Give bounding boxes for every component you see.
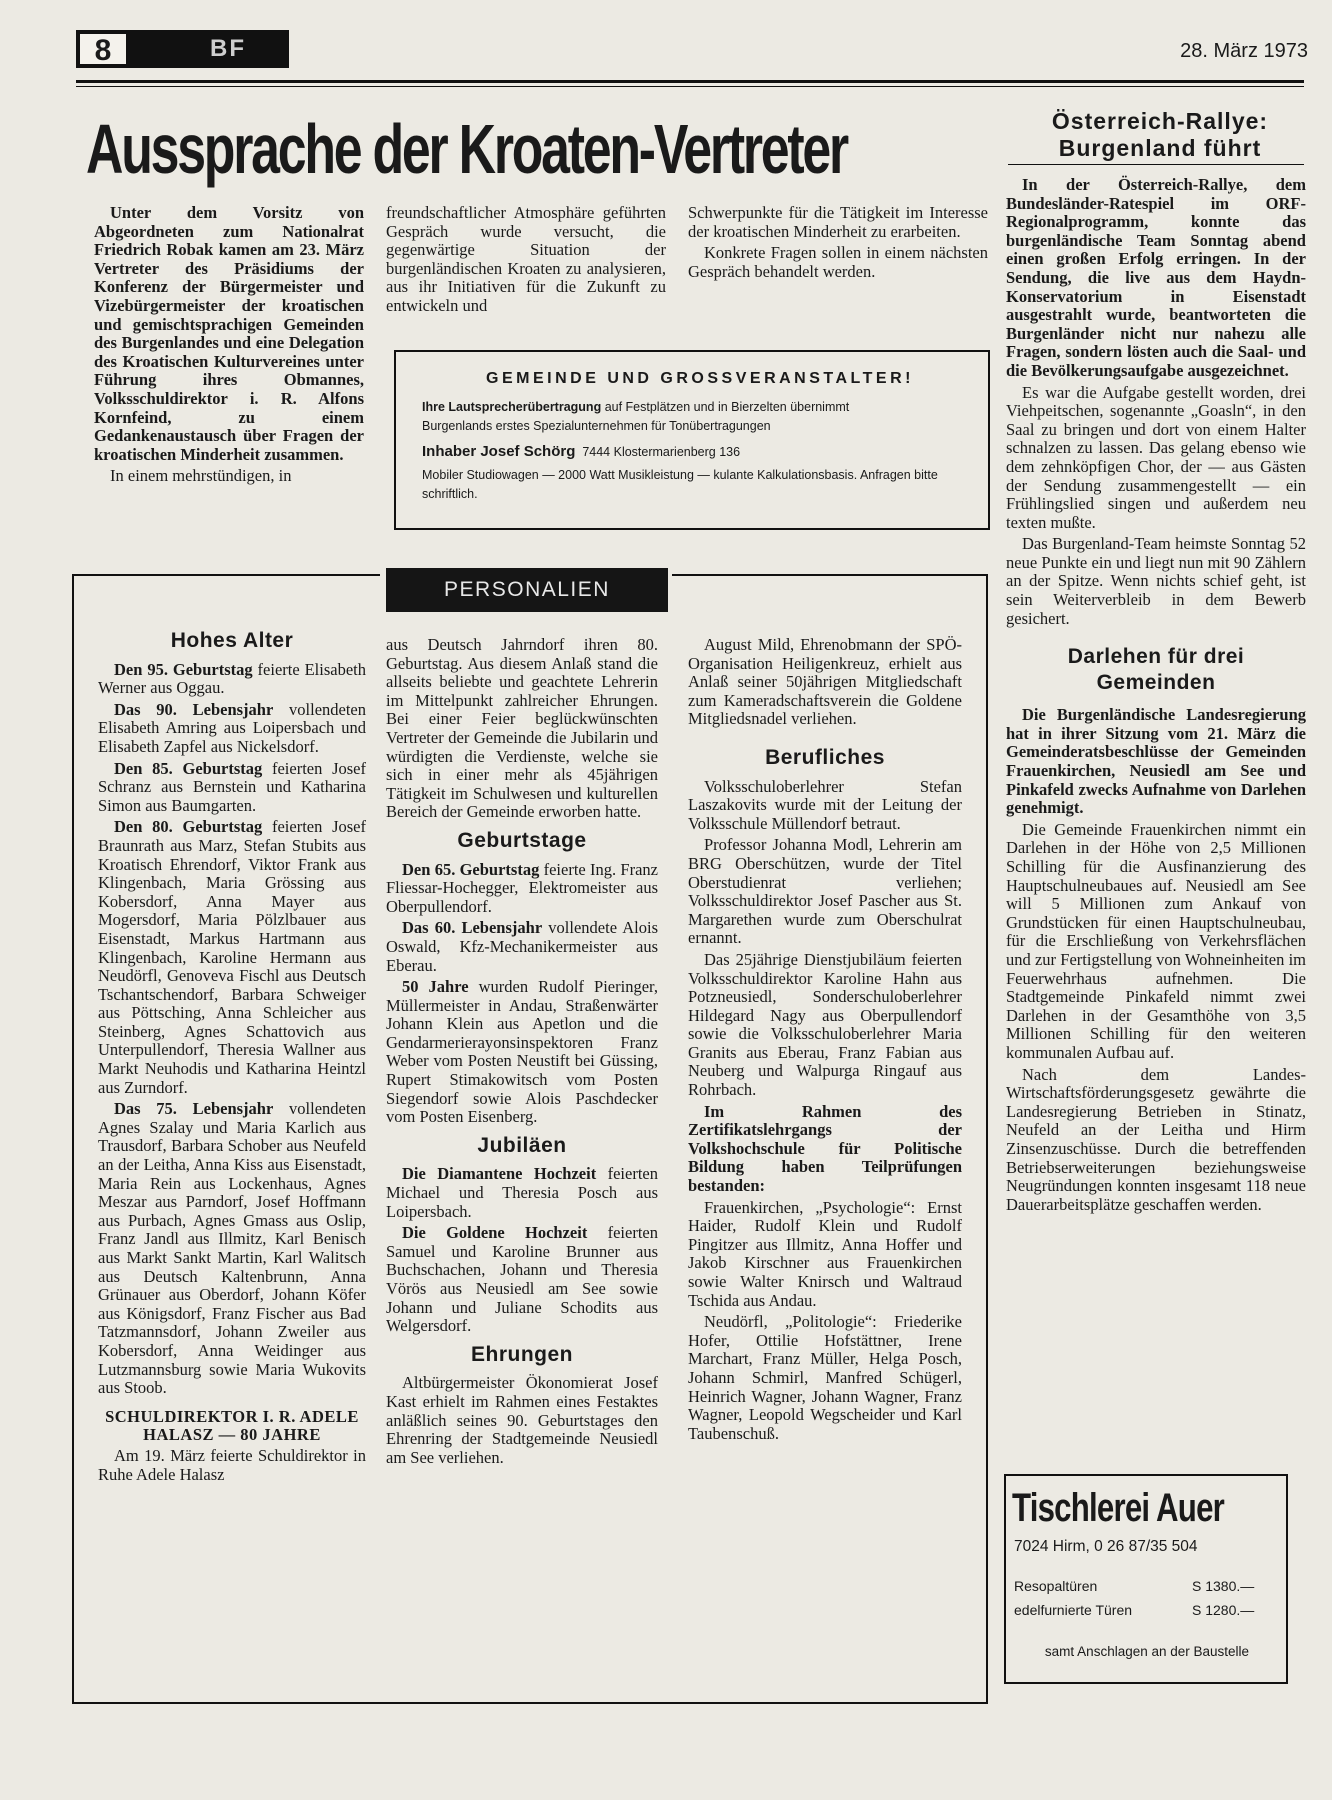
geburtstage-item-text: feierte Ing. Franz Fliessar-Hochegger, Elektromeister aus Oberpullendorf. [386, 859, 658, 916]
darlehen-title-line2: Gemeinden [1096, 671, 1216, 695]
ad-auer-footer: samt Anschlagen an der Baustelle [1044, 1644, 1250, 1659]
hohes-alter-item-bold: Den 80. Geburtstag [114, 817, 263, 837]
ad-auer-address: 7024 Hirm, 0 26 87/35 504 [1014, 1538, 1198, 1555]
geburtstage-title: Geburtstage [457, 828, 587, 852]
darlehen-title [1006, 644, 1306, 696]
hohes-alter-item-text: feierten Josef Braunrath aus Marz, Stefan Stubits aus Kroatisch Ehrendorf, Viktor Frank aus Klingenbach, Maria Grössing aus Kobersdorf, Anna Mayer aus Mogersdorf, Maria Pölzlbauer aus Eisenstadt, Markus Hartmann aus Klingenbach, Karoline Hermann aus Neudörfl, Genoveva Fischl aus Deutsch Tschantschendorf, Barbara Schweiger aus Pöttsching, Anna Schleicher aus Steinberg, Agnes Schattovich aus Unterpullendorf, Theresia Wallner aus Markt Neuhodis und Katharina Heintzl aus Zurndorf. [98, 817, 366, 1097]
top-rule [76, 80, 1304, 83]
hohes-alter-item-text: vollendeten Agnes Szalay und Maria Karlich aus Trausdorf, Barbara Schober aus Neufeld an der Leitha, Anna Kiss aus Eisenstadt, Maria Rein aus Lockenhaus, Agnes Meszar aus Parndorf, Josef Hoffmann aus Purbach, Agnes Gmass aus Oslip, Franz Jandl aus Illmitz, Karl Benisch aus Markt Sankt Martin, Karl Walitsch aus Deutsch Kaltenbrunn, Anna Grünauer aus Oberdorf, Johann Köfer aus Königsdorf, Franz Fischer aus Bad Tatzmannsdorf, Johann Zweiler aus Kobersdorf, Anna Weidinger aus Lutzmannsburg sowie Maria Wukovits aus Stoob. [98, 1099, 366, 1398]
article-lead: Unter dem Vorsitz von Abgeordneten zum Nationalrat Friedrich Robak kamen am 23. März Vertreter des Präsidiums der Konferenz der Bürgermeister und Vizebürgermeister der kroatischen und gemischtsprachigen Gemeinden des Burgenlandes und eine Delegation des Kroatischen Kulturvereines unter Führung ihres Obmannes, Volksschuldirektor i. R. Alfons Kornfeind, zu einem Gedankenaustausch über Fragen der kroatischen Minderheit zusammen. [94, 203, 364, 464]
ad-auer-prices [1014, 1574, 1280, 1622]
ad-auer-row2-price: S 1280.— [1192, 1602, 1255, 1618]
hohes-alter-item-bold: Den 95. Geburtstag [114, 659, 253, 679]
hohes-alter-item-text: feierte Elisabeth Werner aus Oggau. [98, 659, 366, 698]
ad-schoerg-text [422, 398, 982, 504]
geburtstage-item-text: wurden Rudolf Pieringer, Müllermeister in Andau, Straßenwärter Johann Klein aus Apetlon und die Gendarmerierayonsinspektoren Franz Weber vom Posten Neustift bei Güssing, Rupert Stimakowitsch vom Posten Siegendorf sowie Alois Paschdecker vom Posten Eisenberg. [386, 977, 658, 1127]
ehrungen-p1: Altbürgermeister Ökonomierat Josef Kast erhielt im Rahmen eines Festaktes anläßlich seines 90. Geburtstages den Ehrenring der Stadtgemeinde Neusiedl am See verliehen. [386, 1373, 658, 1467]
hohes-alter-item-bold: Das 75. Lebensjahr [114, 1099, 274, 1119]
main-headline: Aussprache der Kroaten-Vertreter [86, 110, 847, 188]
ad-schoerg-line1: auf Festplätzen und in Bierzelten übernimmt [604, 400, 850, 414]
personalien-label: PERSONALIEN [386, 568, 668, 612]
personalien-top-rule-left [72, 574, 380, 576]
rallye-title-line1: Österreich-Rallye: [1051, 108, 1269, 134]
darlehen-lead: Die Burgenländische Landesregierung hat in ihrer Sitzung vom 21. März die Gemeinderatsbeschlüsse der Gemeinden Frauenkirchen, Neusiedl am See und Pinkafeld zwecks Aufnahme von Darlehen genehmigt. [1006, 705, 1306, 818]
halasz-title: SCHULDIREKTOR I. R. ADELE HALASZ — 80 JAHRE [105, 1406, 359, 1445]
hohes-alter-item-bold: Den 85. Geburtstag [114, 758, 263, 778]
ad-auer-row1-label: Resopaltüren [1014, 1578, 1098, 1594]
ad-schoerg-line1-bold: Ihre Lautsprecherübertragung [422, 400, 602, 414]
ad-schoerg-line2: Burgenlands erstes Spezialunternehmen für Tonübertragungen [422, 419, 771, 433]
berufliches-title: Berufliches [765, 745, 885, 769]
ad-schoerg-address: 7444 Klostermarienberg 136 [582, 445, 741, 459]
hohes-alter-item-text: feierten Josef Schranz aus Bernstein und Katharina Simon aus Baumgarten. [98, 758, 366, 815]
hohes-alter-item-bold: Das 90. Lebensjahr [114, 699, 274, 719]
rallye-title-line2: Burgenland führt [1058, 135, 1262, 161]
ehrungen-title: Ehrungen [471, 1342, 573, 1366]
ad-auer-row2-label: edelfurnierte Türen [1014, 1602, 1133, 1618]
hohes-alter-title: Hohes Alter [170, 629, 294, 652]
page-number: 8 [78, 32, 128, 66]
ad-auer-title: Tischlerei Auer [1012, 1486, 1225, 1530]
ad-schoerg-line4: Mobiler Studiowagen — 2000 Watt Musikleistung — kulante Kalkulationsbasis. Anfragen bitte schriftlich. [422, 468, 938, 501]
personalien-column-3 [688, 636, 962, 1446]
article-column-2 [386, 204, 666, 319]
personalien-column-2 [386, 636, 658, 1470]
jubilaeen-item-bold: Die Goldene Hochzeit [402, 1223, 588, 1243]
berufliches-p2: Professor Johanna Modl, Lehrerin am BRG Oberschützen, wurde der Titel Oberstudienrat verliehen; Volksschuldirektor Josef Pascher aus St. Margarethen wurde zum Oberschulrat ernannt. [688, 835, 962, 948]
ad-schoerg-title: GEMEINDE UND GROSSVERANSTALTER! [486, 370, 914, 387]
geburtstage-item-bold: 50 Jahre [402, 977, 469, 997]
darlehen-p1: Die Gemeinde Frauenkirchen nimmt ein Darlehen in der Höhe von 2,5 Millionen Schilling für die Ausfinanzierung des Hauptschulneubaues auf. Neusiedl am See will 5 Millionen zum Ankauf von Grundstücken für einen Hauptschulneubau, für die Erschließung von Verkehrsflächen und zur Fertigstellung von Wohneinheiten im Feuerwehrhaus aufnehmen. Die Stadtgemeinde Pinkafeld nimmt zwei Darlehen in der Gesamthöhe von 3,5 Millionen Schilling für den weiteren kommunalen Aufbau auf. [1006, 819, 1306, 1062]
darlehen-p2: Nach dem Landes-Wirtschaftsförderungsgesetz gewährte die Landesregierung Betrieben in Stinatz, Neufeld an der Leitha und Hirm Zinsenzuschüsse. Durch die betreffenden Betriebserweiterungen beziehungsweise Neugründungen konnten insgesamt 118 neue Dauerarbeitsplätze geschaffen werden. [1006, 1064, 1306, 1214]
ad-schoerg-owner: Inhaber Josef Schörg [422, 443, 576, 460]
berufliches-p5: Frauenkirchen, „Psychologie“: Ernst Haider, Rudolf Klein und Rudolf Pingitzer aus Illmitz, Anna Hoffer und Jakob Kirschner aus Frauenkirchen sowie Walter Knirsch und Waltraud Tschida aus Andau. [688, 1197, 962, 1310]
article-column-1 [94, 204, 364, 489]
berufliches-p4: Im Rahmen des Zertifikatslehrgangs der Volkshochschule für Politische Bildung haben Teilprüfungen bestanden: [688, 1101, 962, 1196]
article-column-3 [688, 204, 988, 284]
rallye-p2: Das Burgenland-Team heimste Sonntag 52 neue Punkte ein und liegt nun mit 90 Zählern an der Spitze. Wenn nichts schief geht, ist sein Weiterverbleib in dem Bewerb gesichert. [1006, 534, 1306, 628]
berufliches-p6: Neudörfl, „Politologie“: Friederike Hofer, Ottilie Hofstättner, Irene Marchart, Franz Müller, Helga Posch, Johann Schmirl, Manfred Schügerl, Heinrich Wagner, Johann Wagner, Franz Wagner, Leopold Wegscheider und Karl Taubenschuß. [688, 1312, 962, 1443]
section-tag: BF [210, 35, 246, 62]
top-rule-thin [76, 86, 1304, 87]
jubilaeen-item-text: feierten Michael und Theresia Posch aus Loipersbach. [386, 1164, 658, 1221]
personalien-top-rule-right [672, 574, 988, 576]
rallye-rule [1008, 164, 1304, 165]
personalien-column-1 [98, 628, 366, 1487]
halasz-p1: Am 19. März feierte Schuldirektor in Ruhe Adele Halasz [98, 1445, 366, 1484]
jubilaeen-item-text: feierten Samuel und Karoline Brunner aus Buchschachen, Johann und Theresia Vörös aus Neusiedl am See sowie Johann und Juliane Schodits aus Welgersdorf. [386, 1223, 658, 1336]
darlehen-title-line1: Darlehen für drei [1067, 645, 1245, 669]
jubilaeen-item-bold: Die Diamantene Hochzeit [402, 1164, 597, 1184]
jubilaeen-title: Jubiläen [477, 1133, 567, 1157]
geburtstage-item-bold: Den 65. Geburtstag [402, 859, 540, 879]
rallye-title [1010, 108, 1310, 162]
ehrungen-p2: August Mild, Ehrenobmann der SPÖ-Organisation Heiligenkreuz, erhielt aus Anlaß seiner 50jährigen Mitgliedschaft zum Kameradschaftsverein die Goldene Mitgliedsnadel verliehen. [688, 635, 962, 729]
halasz-p1-cont: aus Deutsch Jahrndorf ihren 80. Geburtstag. Aus diesem Anlaß stand die allseits beliebte und geachtete Lehrerin im Mittelpunkt zahlreicher Ehrungen. Bei einer Feier beglückwünschten Vertreter der Gemeinde die Jubilarin und würdigten die Verdienste, welche sie sich in einer mehr als 45jährigen Tätigkeit im Schulwesen und kulturellen Bereich der Gemeinde erworben hatte. [386, 635, 658, 822]
berufliches-p1: Volksschuloberlehrer Stefan Laszakovits wurde mit der Leitung der Volksschule Müllendorf betraut. [688, 776, 962, 833]
berufliches-p3: Das 25jährige Dienstjubiläum feierten Volksschuldirektor Karoline Hahn aus Potzneusiedl, Sonderschuloberlehrer Hildegard Nagy aus Oberpullendorf sowie die Volksschuloberlehrer Maria Granits aus Eberau, Franz Fabian aus Neuberg und Walpurga Ringauf aus Rohrbach. [688, 949, 962, 1100]
rallye-column [1006, 176, 1306, 1217]
geburtstage-item-bold: Das 60. Lebensjahr [402, 918, 543, 938]
article-p1-start: In einem mehrstündigen, in [110, 466, 292, 486]
rallye-lead: In der Österreich-Rallye, dem Bundesländer-Ratespiel im ORF-Regionalprogramm, konnte das burgenländische Team Sonntag abend einen großen Erfolg erringen. In der Sendung, die live aus dem Haydn-Konservatorium in Eisenstadt ausgestrahlt wurde, beantworteten die Burgenländer nicht nur nahezu alle Fragen, sondern lösten auch die Saal- und die Bevölkerungsaufgabe ausgezeichnet. [1006, 175, 1306, 380]
hohes-alter-item-text: vollendeten Elisabeth Amring aus Loipersbach und Elisabeth Zapfel aus Nickelsdorf. [98, 699, 366, 756]
rallye-p1: Es war die Aufgabe gestellt worden, drei Viehpeitschen, sogenannte „Goasln“, in den Saal zu bringen und dort von einem Halter schnalzen zu lassen. Das gelang ebenso wie dem zehnköpfigen Chor, der — aus Gästen der Sendung zusammengestellt — ein Frühlingslied singen und außerdem neu texten mußte. [1006, 382, 1306, 532]
geburtstage-item-text: vollendete Alois Oswald, Kfz-Mechanikermeister aus Eberau. [386, 918, 658, 975]
article-p1-cont: freundschaftlicher Atmosphäre geführten Gespräch wurde versucht, die gegenwärtige Situation der burgenländischen Kroaten zu analysieren, aus ihr Initiativen für die Zukunft zu entwickeln und [386, 203, 666, 315]
article-p1-end: Schwerpunkte für die Tätigkeit im Interesse der kroatischen Minderheit zu erarbeiten. [688, 203, 988, 241]
ad-auer-row1-price: S 1380.— [1192, 1578, 1255, 1594]
issue-date: 28. März 1973 [1180, 40, 1308, 62]
article-p2: Konkrete Fragen sollen in einem nächsten Gespräch behandelt werden. [688, 243, 988, 281]
